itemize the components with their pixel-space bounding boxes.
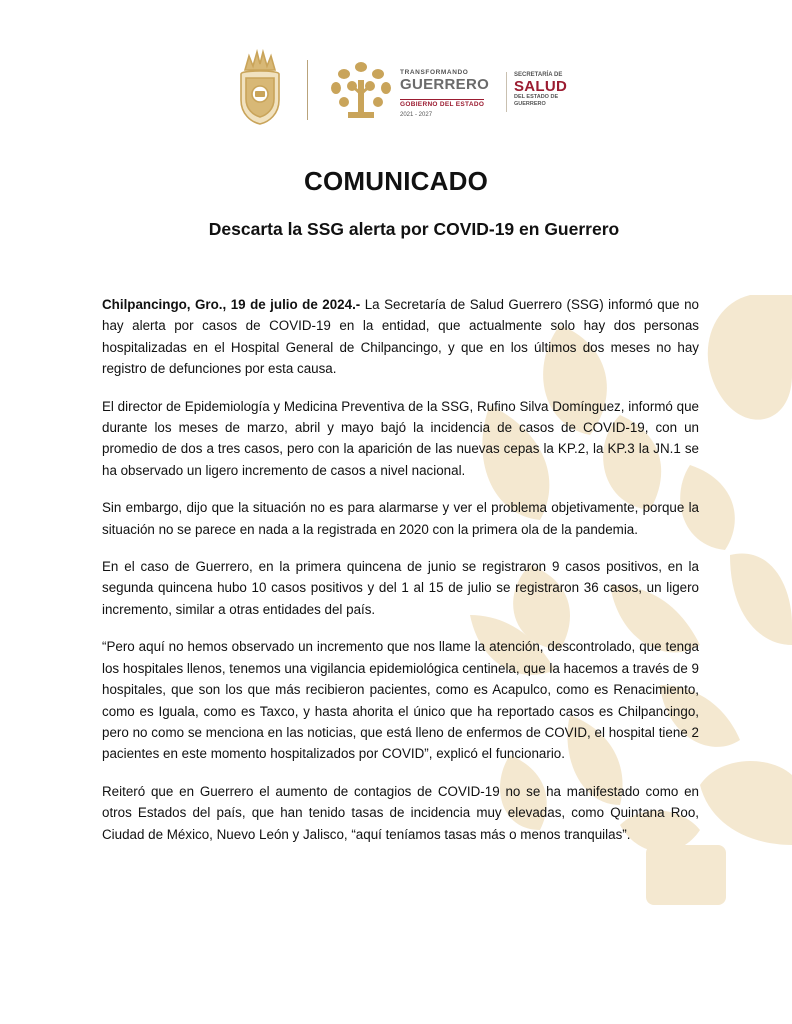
document-title: COMUNICADO bbox=[304, 166, 488, 196]
del-estado-label: DEL ESTADO DE bbox=[514, 94, 559, 100]
guerrero-sub-label: GUERRERO bbox=[514, 100, 546, 107]
paragraph bbox=[102, 294, 699, 380]
header-divider bbox=[506, 72, 507, 112]
secretaria-de-label: SECRETARÍA DE bbox=[514, 72, 563, 78]
document-body bbox=[102, 294, 699, 861]
paragraph-text: La Secretaría de Salud Guerrero (SSG) informó que no hay alerta por casos de COVID-19 en la entidad, que actualmente solo hay dos personas hospitalizadas en el Hospital General de Chilpancingo, y que en los últimos dos meses no hay registro de defunciones por esta causa. bbox=[102, 297, 699, 377]
paragraph: Sin embargo, dijo que la situación no es para alarmarse y ver el problema objetivamente, porque la situación no se parece en nada a la registrada en 2020 con la primera ola de la pandemia. bbox=[102, 500, 699, 537]
document-subtitle: Descarta la SSG alerta por COVID-19 en Guerrero bbox=[208, 219, 620, 239]
transformando-guerrero-tree-icon bbox=[330, 60, 392, 122]
paragraph: Reiteró que en Guerrero el aumento de contagios de COVID-19 no se ha manifestado como en otros Estados del país, que han tenido tasas de incidencia muy elevadas, como Quintana Roo, Ciudad de México, Nuevo León y Jalisco, “aquí teníamos tasas más o menos tranquilas”. bbox=[102, 783, 699, 842]
dateline: Chilpancingo, Gro., 19 de julio de 2024.- bbox=[102, 297, 361, 312]
guerrero-state-seal-icon bbox=[235, 48, 285, 126]
secretaria-salud-logo bbox=[514, 72, 594, 107]
transformando-guerrero-logo bbox=[400, 69, 502, 119]
header-divider bbox=[307, 60, 308, 120]
gobierno-label: GOBIERNO DEL ESTADO bbox=[400, 101, 485, 108]
guerrero-label: GUERRERO bbox=[400, 76, 490, 93]
paragraph: “Pero aquí no hemos observado un incremento que nos llame la atención, descontrolado, que tenga los hospitales llenos, tenemos una vigilancia epidemiológica centinela, que la hacemos a través de 9 hospitales, que son los que más recibieron pacientes, como es Acapulco, como es Renacimiento, como es Iguala, como es Taxco, y hasta ahorita el único que ha reportado casos es Chilpancingo, pero no como se menciona en las noticias, que está lleno de enfermos de COVID, el hospital tiene 2 pacientes en este momento hospitalizados por COVID”, explicó el funcionario. bbox=[102, 639, 699, 762]
paragraph: En el caso de Guerrero, en la primera quincena de junio se registraron 9 casos positivos, en la segunda quincena hubo 10 casos positivos y del 1 al 15 de julio se registraron 36 casos, un ligero incremento, similar a otras entidades del país. bbox=[102, 559, 699, 617]
transformando-label: TRANSFORMANDO bbox=[400, 69, 469, 76]
paragraph: El director de Epidemiología y Medicina Preventiva de la SSG, Rufino Silva Domínguez, informó que durante los meses de marzo, abril y mayo bajó la incidencia de casos de COVID-19, con un promedio de dos a tres casos, pero con la aparición de las nuevas cepas la KP.2, la KP.3 la JN.1 se ha observado un ligero incremento de casos a nivel nacional. bbox=[102, 398, 699, 478]
salud-label: SALUD bbox=[514, 78, 568, 95]
header-logos bbox=[232, 48, 592, 128]
years-label: 2021 - 2027 bbox=[400, 112, 433, 118]
